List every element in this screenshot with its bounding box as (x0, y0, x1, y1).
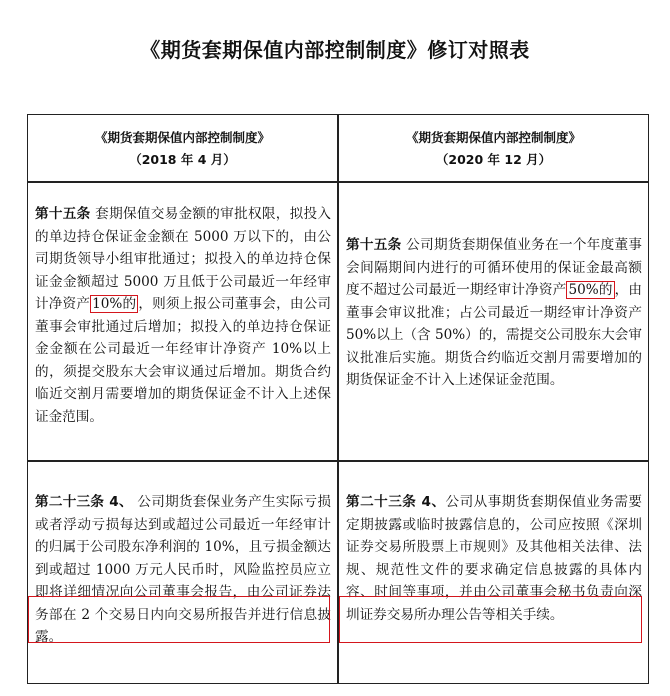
row-divider (28, 460, 648, 462)
header-new-name: 《期货套期保值内部控制制度》 (405, 130, 581, 145)
old-article-15 (35, 203, 331, 428)
header-old-version (28, 127, 337, 171)
header-old-date: （2018 年 4 月） (129, 152, 236, 167)
header-new-version (339, 127, 648, 171)
article-label: 第十五条 (35, 206, 91, 222)
header-old-name: 《期货套期保值内部控制制度》 (94, 130, 270, 145)
article-text: 公司期货套保业务产生实际亏损或者浮动亏损每达到或超过公司最近一年经审计的归属于公司股东净利润的 10%，且亏损金额达到或超过 1000 万元人民币时，风险监控员应立即将详细情况向公司董事会报告，由公司证券法务部在 2 个交易日内向交易所报告并进行信息披露。 (35, 494, 331, 645)
new-article-15 (346, 234, 642, 392)
article-text: 公司从事期货套期保值业务需要定期披露或临时披露信息的，公司应按照《深圳证券交易所股票上市规则》及其他相关法律、法规、规范性文件的要求确定信息披露的具体内容、时间等事项，并由公司董事会秘书负责向深圳证券交易所办理公告等相关手续。 (346, 494, 643, 623)
highlighted-change: 10%的 (92, 296, 137, 312)
highlight-box-new (339, 596, 642, 643)
article-label: 第二十三条 4、 (35, 494, 133, 510)
row-divider (28, 181, 648, 183)
header-new-date: （2020 年 12 月） (435, 152, 552, 167)
article-text: 公司期货套期保值业务在一个年度董事会间隔期间内进行的可循环使用的保证金最高额度不超过公司最近一期经审计净资产 (346, 237, 642, 298)
comparison-table (27, 114, 649, 684)
page-title: 《期货套期保值内部控制制度》修订对照表 (140, 38, 530, 62)
highlight-box-old (28, 596, 330, 643)
article-label: 第二十三条 4、 (346, 494, 446, 510)
article-label: 第十五条 (346, 237, 402, 253)
article-text: 套期保值交易金额的审批权限，拟投入的单边持仓保证金金额在 5000 万以下的，由公司期货领导小组审批通过；拟投入的单边持仓保证金金额超过 5000 万且低于公司最近一年经审计净资产 (35, 206, 331, 312)
article-text: ，则须上报公司董事会，由公司董事会审批通过后增加；拟投入的单边持仓保证金金额在公司最近一年经审计净资产 10%以上的，须提交股东大会审议通过后增加。期货合约临近交割月需要增加的期货保证金不计入上述保证金范围。 (35, 296, 332, 425)
highlighted-change: 50%的 (568, 282, 613, 298)
article-text: ，由董事会审议批准；占公司最近一期经审计净资产 50%以上（含 50%）的，需提交公司股东大会审议批准后实施。期货合约临近交割月需要增加的期货保证金不计入上述保证金范围。 (346, 282, 643, 388)
